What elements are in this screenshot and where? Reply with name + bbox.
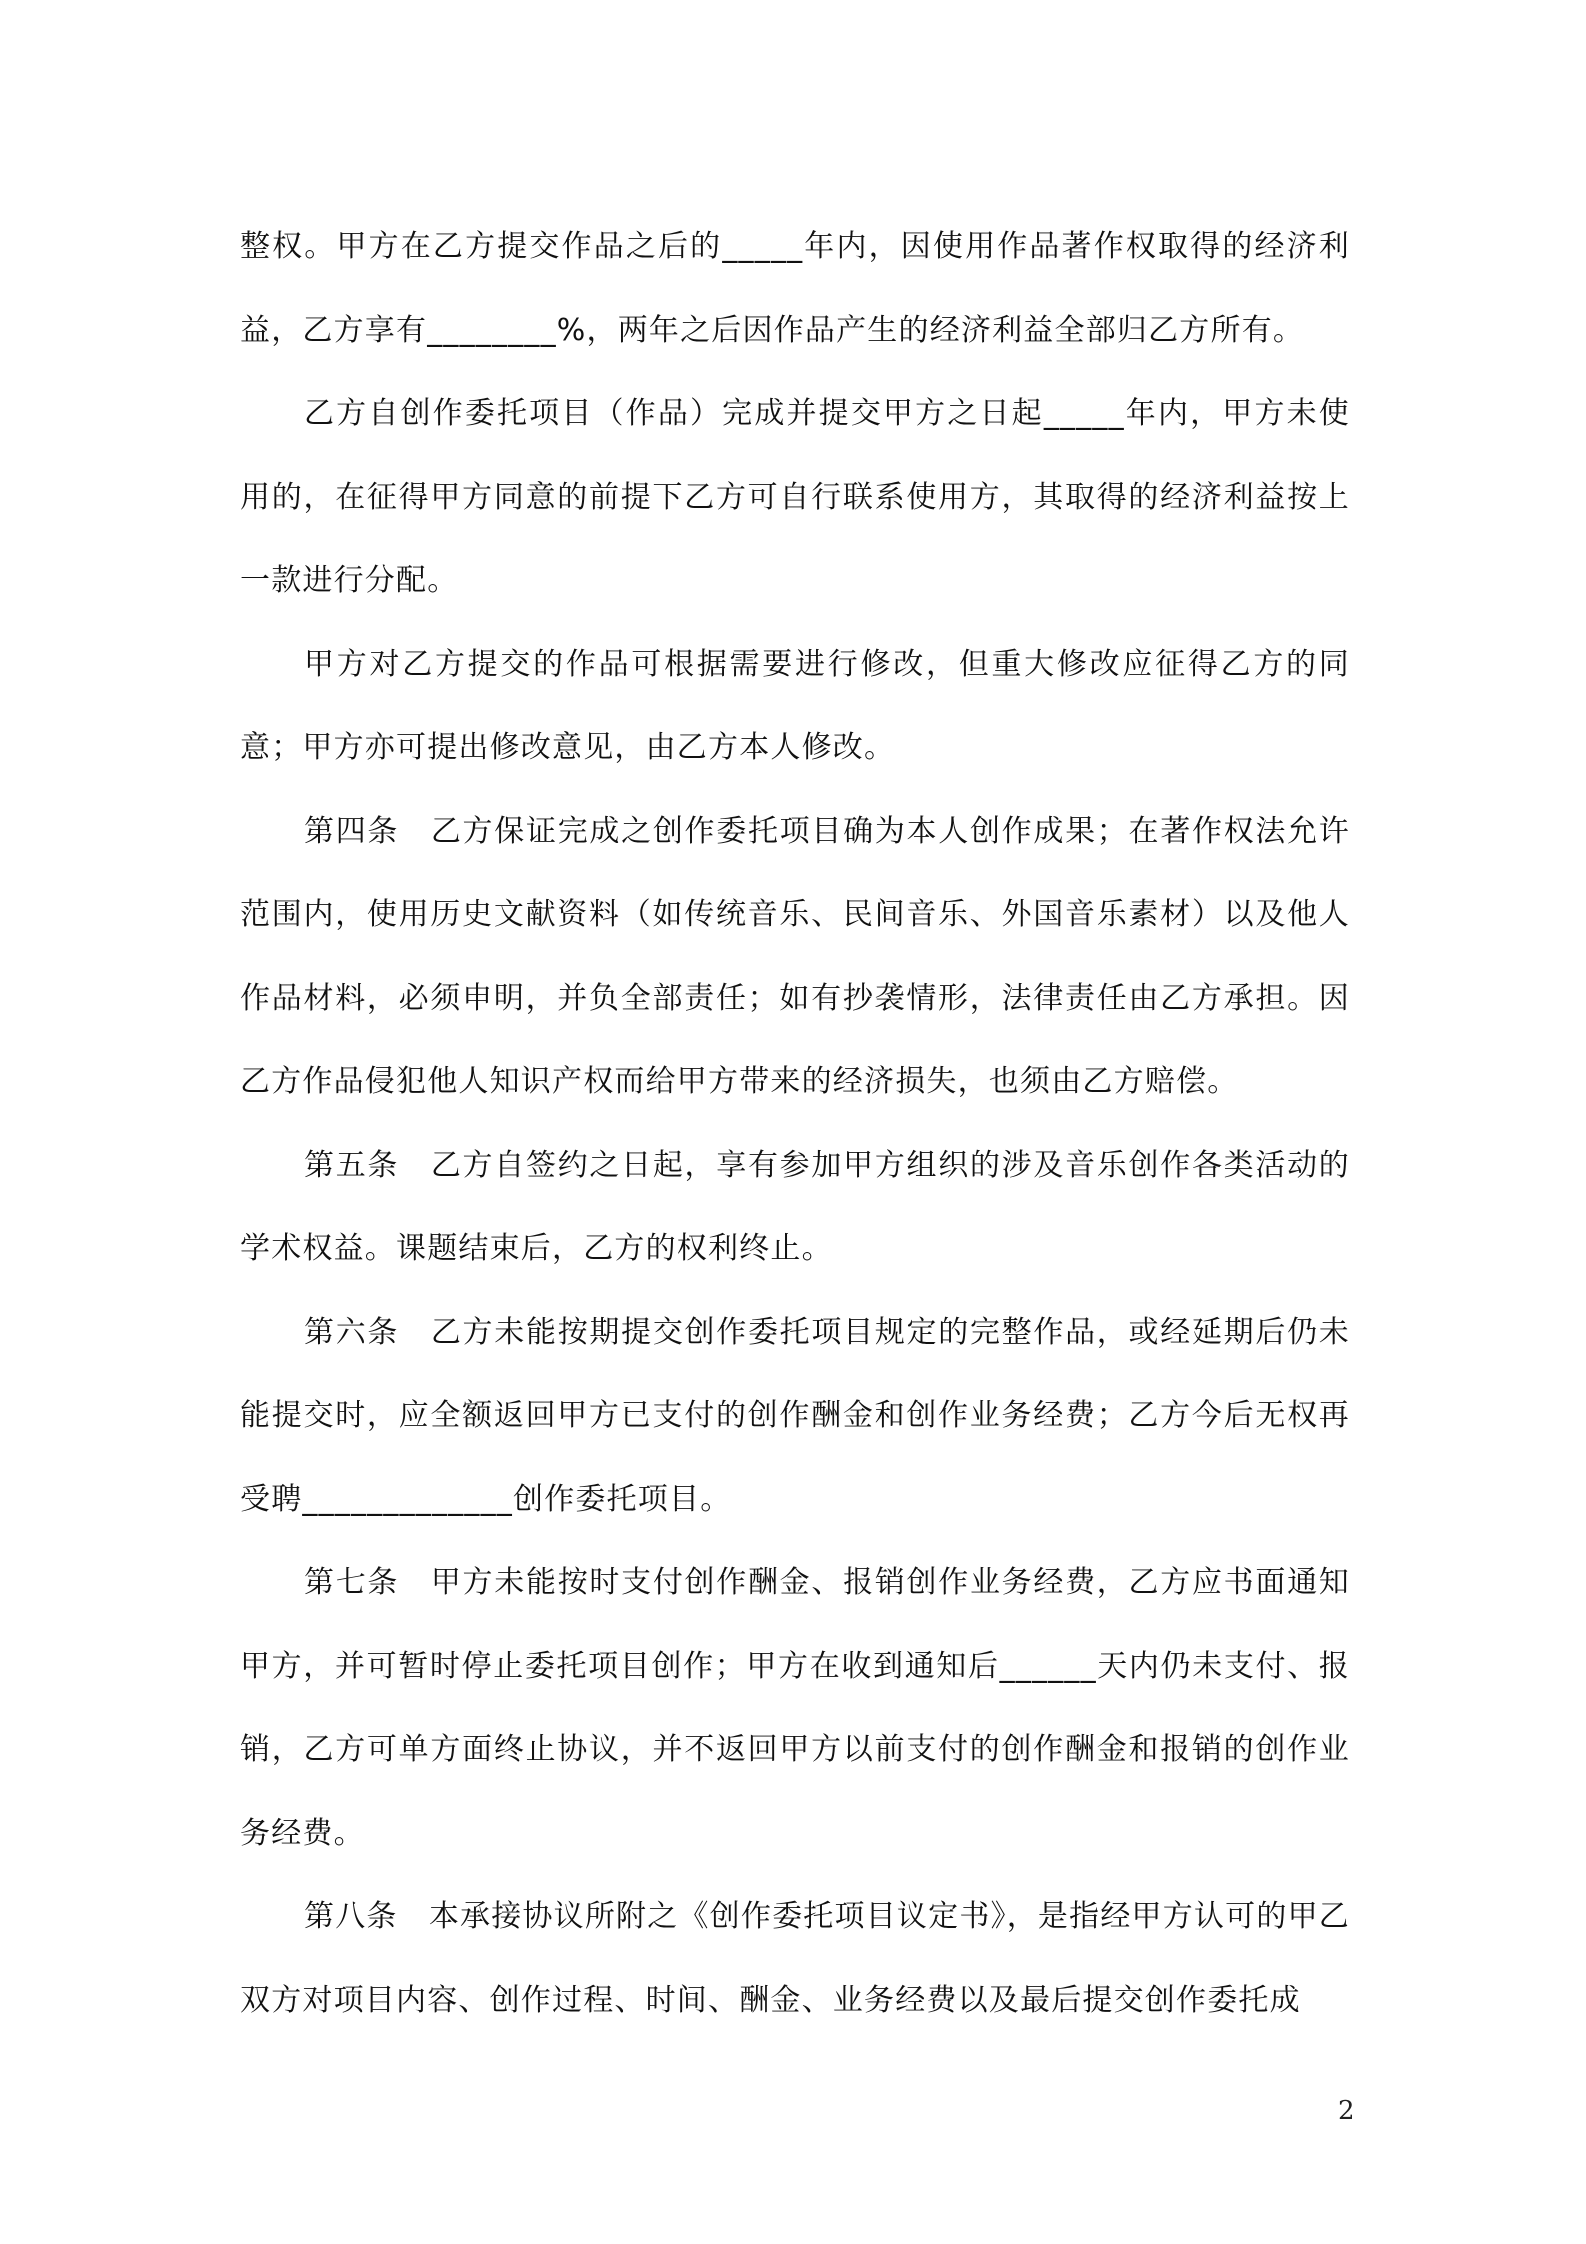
body-text bbox=[240, 205, 1350, 2042]
paragraph-article-5: 第五条 乙方自签约之日起，享有参加甲方组织的涉及音乐创作各类活动的学术权益。课题结束后，乙方的权利终止。 bbox=[240, 1147, 1350, 1266]
paragraph-article-8: 第八条 本承接协议所附之《创作委托项目议定书》，是指经甲方认可的甲乙双方对项目内容、创作过程、时间、酬金、业务经费以及最后提交创作委托成 bbox=[240, 1899, 1350, 2018]
paragraph-article-4: 第四条 乙方保证完成之创作委托项目确为本人创作成果；在著作权法允许范围内，使用历史文献资料（如传统音乐、民间音乐、外国音乐素材）以及他人作品材料，必须申明，并负全部责任；如有抄袭情形，法律责任由乙方承担。因乙方作品侵犯他人知识产权而给甲方带来的经济损失，也须由乙方赔偿。 bbox=[240, 813, 1350, 1099]
paragraph: 整权。甲方在乙方提交作品之后的_____年内，因使用作品著作权取得的经济利益，乙方享有________%，两年之后因作品产生的经济利益全部归乙方所有。 bbox=[240, 229, 1350, 348]
paragraph-article-6: 第六条 乙方未能按期提交创作委托项目规定的完整作品，或经延期后仍未能提交时，应全额返回甲方已支付的创作酬金和创作业务经费；乙方今后无权再受聘_____________创作委托项目。 bbox=[240, 1314, 1350, 1517]
paragraph: 乙方自创作委托项目（作品）完成并提交甲方之日起_____年内，甲方未使用的，在征得甲方同意的前提下乙方可自行联系使用方，其取得的经济利益按上一款进行分配。 bbox=[240, 396, 1350, 598]
paragraph: 甲方对乙方提交的作品可根据需要进行修改，但重大修改应征得乙方的同意；甲方亦可提出修改意见，由乙方本人修改。 bbox=[240, 646, 1350, 765]
page-number: 2 bbox=[1338, 2096, 1355, 2126]
paragraph-article-7: 第七条 甲方未能按时支付创作酬金、报销创作业务经费，乙方应书面通知甲方，并可暂时停止委托项目创作；甲方在收到通知后______天内仍未支付、报销，乙方可单方面终止协议，并不返回甲方以前支付的创作酬金和报销的创作业务经费。 bbox=[240, 1565, 1350, 1851]
